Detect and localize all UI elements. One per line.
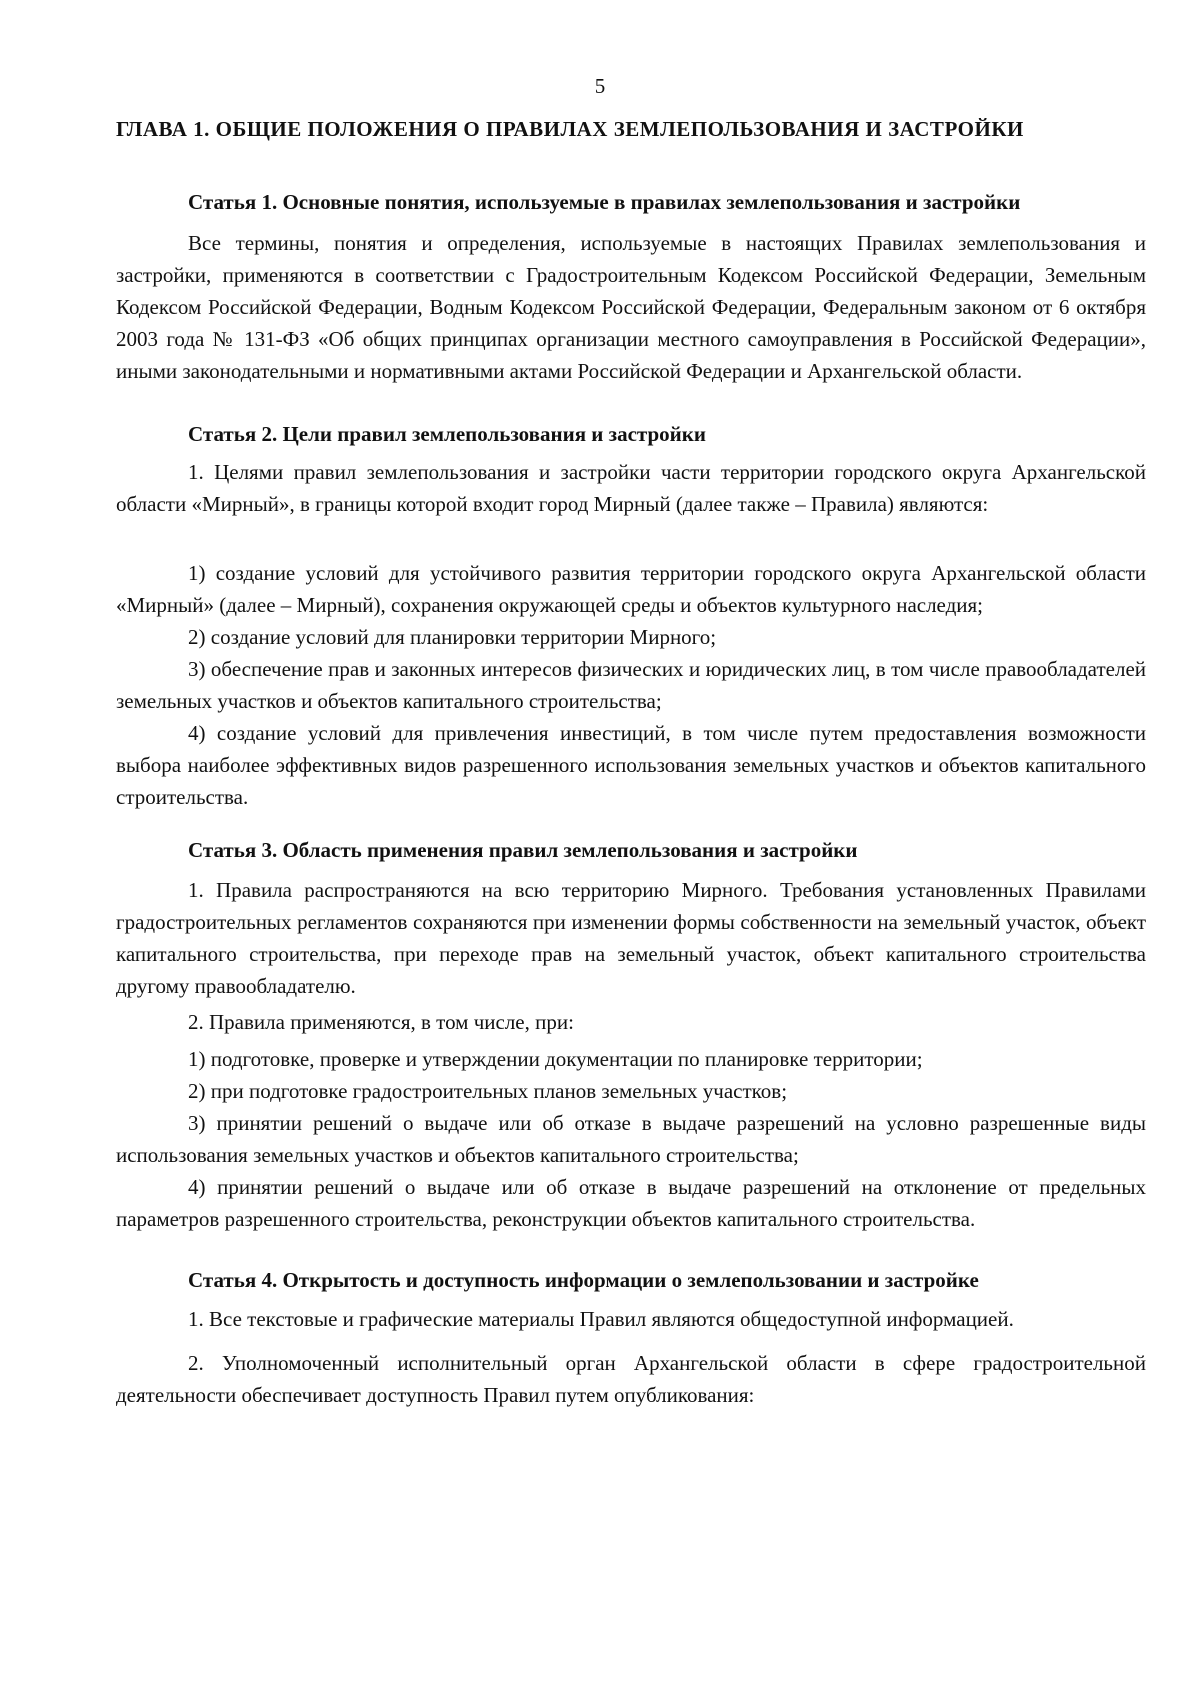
article-3-title: Статья 3. Область применения правил землепользования и застройки bbox=[188, 838, 858, 862]
article-1 bbox=[116, 186, 1146, 218]
article-4-title: Статья 4. Открытость и доступность информации о землепользовании и застройке bbox=[188, 1268, 979, 1292]
article-3-body bbox=[116, 874, 1146, 1002]
page-number: 5 bbox=[594, 74, 606, 98]
article-1-title: Статья 1. Основные понятия, используемые в правилах землепользования и застройки bbox=[188, 190, 1021, 214]
list-item: 2) создание условий для планировки территории Мирного; bbox=[188, 625, 717, 649]
list-item: 2) при подготовке градостроительных планов земельных участков; bbox=[188, 1079, 788, 1103]
article-2-title: Статья 2. Цели правил землепользования и застройки bbox=[188, 422, 706, 446]
list-item: 1) подготовке, проверке и утверждении документации по планировке территории; bbox=[188, 1047, 923, 1071]
article-4-paragraph-1: 1. Все текстовые и графические материалы Правил являются общедоступной информацией. bbox=[188, 1307, 1014, 1331]
list-item: 3) принятии решений о выдаче или об отказе в выдаче разрешений на условно разрешенные виды использования земельных участков и объектов капитального строительства; bbox=[116, 1111, 1146, 1167]
chapter-title: ГЛАВА 1. ОБЩИЕ ПОЛОЖЕНИЯ О ПРАВИЛАХ ЗЕМЛЕПОЛЬЗОВАНИЯ И ЗАСТРОЙКИ bbox=[116, 117, 1024, 141]
article-2 bbox=[116, 418, 1146, 450]
article-3-paragraph-1: 1. Правила распространяются на всю территорию Мирного. Требования установленных Правилами градостроительных регламентов сохраняются при изменении формы собственности на земельный участок, объект капитального строительства, при переходе прав на земельный участок, объект капитального строительства другому правообладателю. bbox=[116, 878, 1146, 998]
article-2-list bbox=[116, 557, 1146, 813]
article-4-body bbox=[116, 1303, 1146, 1335]
list-item: 4) создание условий для привлечения инвестиций, в том числе путем предоставления возможности выбора наиболее эффективных видов разрешенного использования земельных участков и объектов капитального строительства. bbox=[116, 721, 1146, 809]
list-item: 4) принятии решений о выдаче или об отказе в выдаче разрешений на отклонение от предельных параметров разрешенного строительства, реконструкции объектов капитального строительства. bbox=[116, 1175, 1146, 1231]
article-1-body bbox=[116, 227, 1146, 387]
list-item: 3) обеспечение прав и законных интересов физических и юридических лиц, в том числе правообладателей земельных участков и объектов капитального строительства; bbox=[116, 657, 1146, 713]
article-3 bbox=[116, 834, 1146, 866]
article-4-paragraph-2-wrap bbox=[116, 1347, 1146, 1411]
article-1-paragraph-1: Все термины, понятия и определения, используемые в настоящих Правилах землепользования и застройки, применяются в соответствии с Градостроительным Кодексом Российской Федерации, Земельным Кодексом Российской Федерации, Водным Кодексом Российской Федерации, Федеральным законом от 6 октября 2003 года № 131-ФЗ «Об общих принципах организации местного самоуправления в Российской Федерации», иными законодательными и нормативными актами Российской Федерации и Архангельской области. bbox=[116, 231, 1146, 383]
article-2-paragraph-1: 1. Целями правил землепользования и застройки части территории городского округа Архангельской области «Мирный», в границы которой входит город Мирный (далее также – Правила) являются: bbox=[116, 460, 1146, 516]
article-4 bbox=[116, 1264, 1146, 1296]
article-2-body bbox=[116, 456, 1146, 520]
list-item: 1) создание условий для устойчивого развития территории городского округа Архангельской области «Мирный» (далее – Мирный), сохранения окружающей среды и объектов культурного наследия; bbox=[116, 561, 1146, 617]
article-3-paragraph-2-wrap bbox=[116, 1006, 1146, 1038]
article-3-list bbox=[116, 1043, 1146, 1235]
article-4-paragraph-2: 2. Уполномоченный исполнительный орган Архангельской области в сфере градостроительной деятельности обеспечивает доступность Правил путем опубликования: bbox=[116, 1351, 1146, 1407]
article-3-paragraph-2: 2. Правила применяются, в том числе, при: bbox=[188, 1010, 574, 1034]
